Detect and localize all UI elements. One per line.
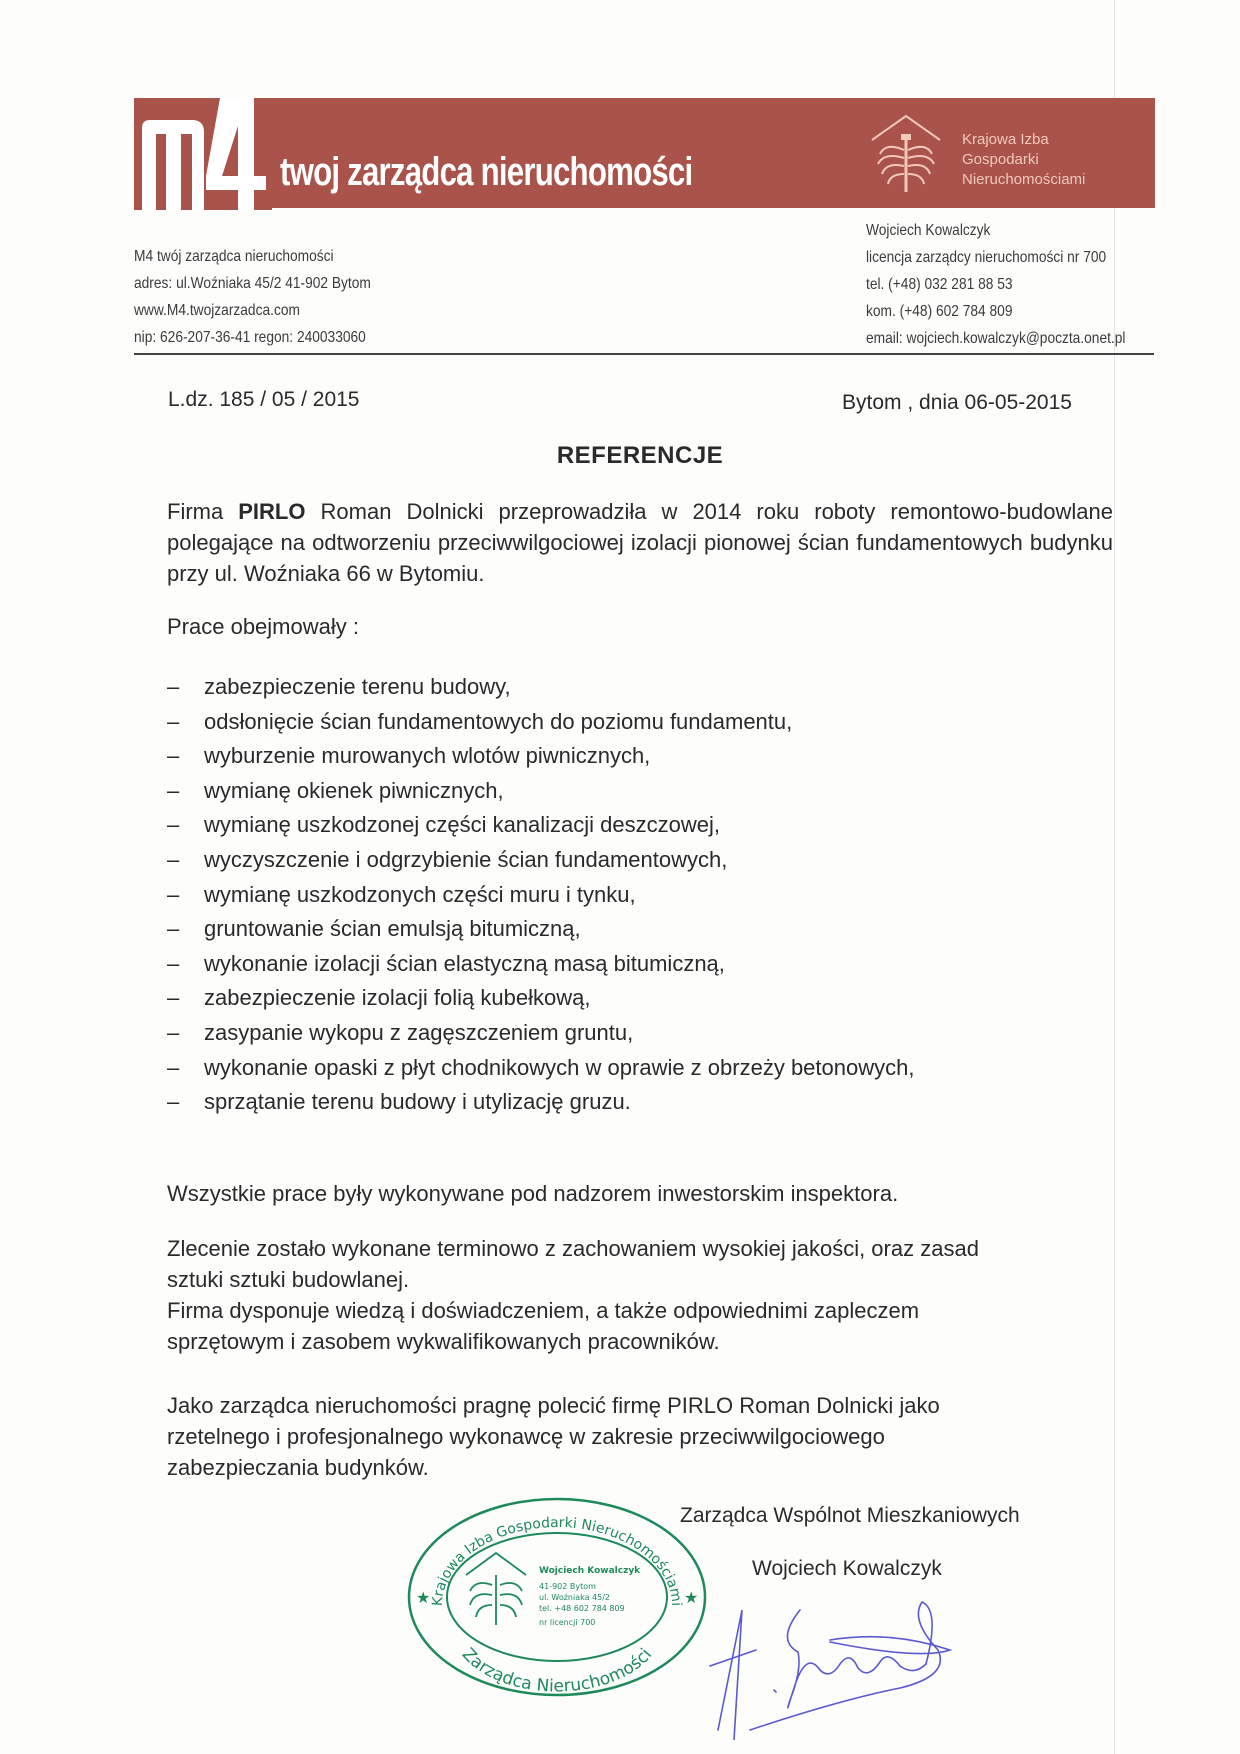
- company-tagline: twoj zarządca nieruchomości: [280, 150, 693, 194]
- list-item: [167, 1085, 914, 1120]
- company-website[interactable]: www.M4.twojzarzadca.com: [134, 302, 300, 319]
- work-item: zabezpieczenie izolacji folią kubełkową,: [204, 985, 591, 1011]
- stamp-line: tel. +48 602 784 809: [539, 1604, 625, 1613]
- works-list: [167, 670, 914, 1120]
- intro-prefix: Firma: [167, 499, 239, 524]
- bullet-dash: –: [167, 846, 180, 872]
- work-item: zabezpieczenie terenu budowy,: [204, 674, 511, 699]
- association-line: Krajowa Izba: [962, 131, 1049, 148]
- bullet-dash: –: [167, 1054, 180, 1080]
- svg-text:★: ★: [684, 1590, 699, 1607]
- list-item: [167, 1016, 914, 1051]
- bullet-dash: –: [167, 1019, 180, 1045]
- list-item: [167, 705, 914, 740]
- list-item: [167, 808, 914, 843]
- works-intro: Prace obejmowały :: [167, 614, 359, 639]
- work-item: wymianę okienek piwnicznych,: [204, 777, 504, 803]
- company-contact: [134, 243, 409, 351]
- list-item: [167, 670, 914, 705]
- bullet-dash: –: [167, 777, 180, 803]
- text-line: sztuki sztuki budowlanej.: [167, 1267, 410, 1292]
- work-item: wyburzenie murowanych wlotów piwnicznych,: [204, 743, 651, 769]
- bullet-dash: –: [167, 916, 180, 942]
- work-item: sprzątanie terenu budowy i utylizację gruzu.: [204, 1089, 631, 1115]
- bullet-dash: –: [167, 743, 180, 769]
- text-line: Jako zarządca nieruchomości pragnę polecić firmę PIRLO Roman Dolnicki jako: [167, 1393, 940, 1418]
- quality-paragraph: [167, 1233, 1113, 1357]
- bullet-dash: –: [167, 881, 180, 907]
- stamp-line: nr licencji 700: [539, 1618, 596, 1627]
- association-line: Nieruchomościami: [962, 171, 1086, 188]
- work-item: zasypanie wykopu z zagęszczeniem gruntu,: [204, 1019, 634, 1045]
- work-item: wykonanie izolacji ścian elastyczną masą bitumiczną,: [204, 950, 725, 976]
- text-line: rzetelnego i profesjonalnego wykonawcę w zakresie przeciwwilgociowego: [167, 1424, 885, 1449]
- manager-mobile: kom. (+48) 602 784 809: [866, 303, 1013, 320]
- stamp-bottom-text: Zarządca Nieruchomości: [457, 1644, 657, 1697]
- company-name: M4 twój zarządca nieruchomości: [134, 248, 334, 265]
- bullet-dash: –: [167, 708, 180, 734]
- intro-rest: Roman Dolnicki przeprowadziła w 2014 roku roboty remontowo-budowlane polegające na odtworzeniu przeciwwilgociowej izolacji pionowej ścian fundamentowych budynku przy ul. Woźniaka 66 w Bytomiu.: [167, 499, 1113, 586]
- manager-contact: [866, 217, 1168, 352]
- manager-phone: tel. (+48) 032 281 88 53: [866, 276, 1013, 293]
- svg-text:★: ★: [416, 1590, 431, 1607]
- stamp-line: ul. Woźniaka 45/2: [539, 1593, 611, 1602]
- work-item: gruntowanie ścian emulsją bitumiczną,: [204, 916, 581, 942]
- list-item: [167, 981, 914, 1016]
- list-item: [167, 1051, 914, 1086]
- supervision-paragraph: Wszystkie prace były wykonywane pod nadzorem inwestorskim inspektora.: [167, 1181, 899, 1206]
- text-line: zabezpieczania budynków.: [167, 1455, 429, 1480]
- work-item: wymianę uszkodzonej części kanalizacji deszczowej,: [204, 812, 721, 838]
- work-item: wymianę uszkodzonych części muru i tynku,: [204, 881, 636, 907]
- list-item: [167, 912, 914, 947]
- list-item: [167, 739, 914, 774]
- signatory-name: Wojciech Kowalczyk: [752, 1557, 942, 1580]
- association-line: Gospodarki: [962, 151, 1039, 168]
- official-stamp-icon: [404, 1495, 710, 1700]
- stamp-top-text: Krajowa Izba Gospodarki Nieruchomościami: [429, 1514, 685, 1607]
- list-item: [167, 878, 914, 913]
- text-line: Zlecenie zostało wykonane terminowo z zachowaniem wysokiej jakości, oraz zasad: [167, 1236, 979, 1261]
- bullet-dash: –: [167, 674, 180, 699]
- manager-email[interactable]: email: wojciech.kowalczyk@poczta.onet.pl: [866, 330, 1126, 347]
- manager-license: licencja zarządcy nieruchomości nr 700: [866, 249, 1107, 266]
- letterhead-divider: [134, 353, 1154, 355]
- text-line: sprzętowym i zasobem wykwalifikowanych pracowników.: [167, 1329, 720, 1354]
- company-address: adres: ul.Woźniaka 45/2 41-902 Bytom: [134, 275, 371, 292]
- bullet-dash: –: [167, 950, 180, 976]
- company-ids: nip: 626-207-36-41 regon: 240033060: [134, 329, 366, 346]
- work-item: wyczyszczenie i odgrzybienie ścian fundamentowych,: [204, 846, 728, 872]
- place-and-date: Bytom , dnia 06-05-2015: [842, 391, 1072, 414]
- bullet-dash: –: [167, 1089, 180, 1115]
- bullet-dash: –: [167, 812, 180, 838]
- intro-paragraph: [167, 496, 1113, 589]
- letter-title: REFERENCJE: [556, 442, 724, 469]
- eagle-emblem-icon: [866, 110, 946, 200]
- work-item: odsłonięcie ścian fundamentowych do poziomu fundamentu,: [204, 708, 793, 734]
- text-line: Firma dysponuje wiedzą i doświadczeniem, a także odpowiednimi zapleczem: [167, 1298, 920, 1323]
- bullet-dash: –: [167, 985, 180, 1011]
- contractor-name: PIRLO: [238, 499, 306, 524]
- manager-name: Wojciech Kowalczyk: [866, 222, 991, 239]
- reference-number: L.dz. 185 / 05 / 2015: [168, 388, 360, 411]
- handwritten-signature-icon: [690, 1580, 980, 1740]
- work-item: wykonanie opaski z płyt chodnikowych w oprawie z obrzeży betonowych,: [204, 1054, 915, 1080]
- stamp-line: Wojciech Kowalczyk: [539, 1566, 641, 1576]
- list-item: [167, 843, 914, 878]
- recommendation-paragraph: [167, 1390, 1113, 1483]
- stamp-line: 41-902 Bytom: [539, 1582, 596, 1591]
- signatory-role: Zarządca Wspólnot Mieszkaniowych: [680, 1504, 1020, 1527]
- list-item: [167, 947, 914, 982]
- association-name: [962, 130, 1085, 190]
- list-item: [167, 774, 914, 809]
- m4-logo-icon: [134, 98, 272, 210]
